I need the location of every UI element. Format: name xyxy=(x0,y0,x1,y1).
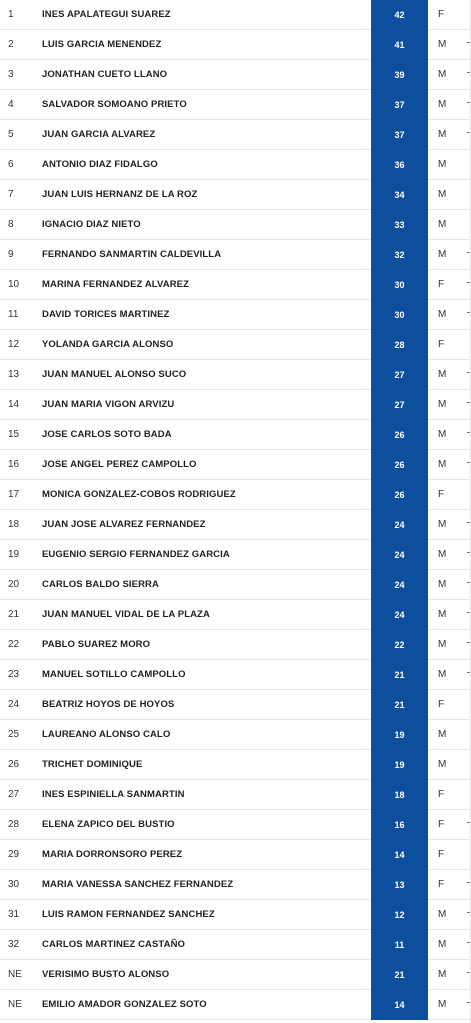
player-name: FERNANDO SANMARTIN CALDEVILLA xyxy=(42,249,222,260)
table-row[interactable] xyxy=(0,300,471,330)
rank-position: 22 xyxy=(8,639,20,650)
points-cell: 21 xyxy=(371,960,428,990)
rank-position: 9 xyxy=(8,249,14,260)
sex-label: M xyxy=(438,219,447,230)
player-name: LUIS GARCIA MENENDEZ xyxy=(42,39,162,50)
points-cell: 37 xyxy=(371,90,428,120)
sex-label: M xyxy=(438,909,447,920)
rank-position: 10 xyxy=(8,279,20,290)
table-row[interactable] xyxy=(0,810,471,840)
points-cell: 26 xyxy=(371,480,428,510)
player-name: MONICA GONZALEZ-COBOS RODRIGUEZ xyxy=(42,489,236,500)
player-name: IGNACIO DIAZ NIETO xyxy=(42,219,141,230)
player-name: JOSE CARLOS SOTO BADA xyxy=(42,429,172,440)
player-name: SALVADOR SOMOANO PRIETO xyxy=(42,99,187,110)
points-cell: 41 xyxy=(371,30,428,60)
points-cell: 34 xyxy=(371,180,428,210)
points-cell: 36 xyxy=(371,150,428,180)
points-cell: 27 xyxy=(371,390,428,420)
rank-position: 25 xyxy=(8,729,20,740)
table-row[interactable] xyxy=(0,60,471,90)
sex-label: F xyxy=(438,339,445,350)
rank-position: 32 xyxy=(8,939,20,950)
table-row[interactable] xyxy=(0,150,471,180)
sex-label: F xyxy=(438,489,445,500)
table-row[interactable] xyxy=(0,0,471,30)
player-name: LUIS RAMON FERNANDEZ SANCHEZ xyxy=(42,909,215,920)
points-cell: 19 xyxy=(371,750,428,780)
table-row[interactable] xyxy=(0,330,471,360)
rank-position: 28 xyxy=(8,819,20,830)
player-name: CARLOS MARTINEZ CASTAÑO xyxy=(42,939,186,950)
points-cell: 21 xyxy=(371,690,428,720)
rank-position: 24 xyxy=(8,699,20,710)
points-cell: 22 xyxy=(371,630,428,660)
table-row[interactable] xyxy=(0,570,471,600)
player-name: INES ESPINIELLA SANMARTIN xyxy=(42,789,185,800)
table-row[interactable] xyxy=(0,870,471,900)
points-cell: 26 xyxy=(371,420,428,450)
player-name: JUAN JOSE ALVAREZ FERNANDEZ xyxy=(42,519,206,530)
sex-label: F xyxy=(438,279,445,290)
table-row[interactable] xyxy=(0,780,471,810)
sex-label: M xyxy=(438,579,447,590)
rank-position: 27 xyxy=(8,789,20,800)
player-name: JOSE ANGEL PEREZ CAMPOLLO xyxy=(42,459,197,470)
points-cell: 39 xyxy=(371,60,428,90)
rank-position: 15 xyxy=(8,429,20,440)
player-name: JUAN MARIA VIGON ARVIZU xyxy=(42,399,175,410)
sex-label: M xyxy=(438,669,447,680)
rank-position: 1 xyxy=(8,9,14,20)
sex-label: M xyxy=(438,99,447,110)
player-name: LAUREANO ALONSO CALO xyxy=(42,729,171,740)
sex-label: M xyxy=(438,969,447,980)
rank-position: 8 xyxy=(8,219,14,230)
table-row[interactable] xyxy=(0,450,471,480)
table-row[interactable] xyxy=(0,390,471,420)
rank-position: 13 xyxy=(8,369,20,380)
player-name: INES APALATEGUI SUAREZ xyxy=(42,9,171,20)
sex-label: M xyxy=(438,549,447,560)
sex-label: M xyxy=(438,39,447,50)
points-cell: 19 xyxy=(371,720,428,750)
table-row[interactable] xyxy=(0,180,471,210)
rank-position: 16 xyxy=(8,459,20,470)
rank-position: 21 xyxy=(8,609,20,620)
points-cell: 24 xyxy=(371,510,428,540)
rank-position: 6 xyxy=(8,159,14,170)
player-name: MARINA FERNANDEZ ALVAREZ xyxy=(42,279,190,290)
sex-label: F xyxy=(438,789,445,800)
rank-position: 20 xyxy=(8,579,20,590)
table-row[interactable] xyxy=(0,90,471,120)
sex-label: M xyxy=(438,639,447,650)
player-name: JUAN LUIS HERNANZ DE LA ROZ xyxy=(42,189,198,200)
points-cell: 24 xyxy=(371,570,428,600)
player-name: ELENA ZAPICO DEL BUSTIO xyxy=(42,819,175,830)
table-row[interactable] xyxy=(0,660,471,690)
points-cell: 32 xyxy=(371,240,428,270)
rank-position: 4 xyxy=(8,99,14,110)
player-name: MARIA VANESSA SANCHEZ FERNANDEZ xyxy=(42,879,234,890)
sex-label: F xyxy=(438,9,445,20)
table-row[interactable] xyxy=(0,270,471,300)
player-name: MANUEL SOTILLO CAMPOLLO xyxy=(42,669,186,680)
points-cell: 16 xyxy=(371,810,428,840)
table-row[interactable] xyxy=(0,600,471,630)
player-name: BEATRIZ HOYOS DE HOYOS xyxy=(42,699,175,710)
table-row[interactable] xyxy=(0,960,471,990)
points-cell: 14 xyxy=(371,990,428,1020)
player-name: VERISIMO BUSTO ALONSO xyxy=(42,969,170,980)
points-cell: 24 xyxy=(371,600,428,630)
rank-position: 7 xyxy=(8,189,14,200)
rank-position: 18 xyxy=(8,519,20,530)
points-cell: 13 xyxy=(371,870,428,900)
points-cell: 30 xyxy=(371,270,428,300)
points-cell: 33 xyxy=(371,210,428,240)
player-name: MARIA DORRONSORO PEREZ xyxy=(42,849,183,860)
rank-position: 12 xyxy=(8,339,20,350)
player-name: JUAN GARCIA ALVAREZ xyxy=(42,129,156,140)
table-row[interactable] xyxy=(0,720,471,750)
sex-label: M xyxy=(438,309,447,320)
rank-position: 26 xyxy=(8,759,20,770)
rank-position: NE xyxy=(8,969,22,980)
points-cell: 30 xyxy=(371,300,428,330)
sex-label: M xyxy=(438,609,447,620)
player-name: DAVID TORICES MARTINEZ xyxy=(42,309,170,320)
table-row[interactable] xyxy=(0,540,471,570)
rank-position: 19 xyxy=(8,549,20,560)
sex-label: M xyxy=(438,519,447,530)
sex-label: M xyxy=(438,129,447,140)
sex-label: M xyxy=(438,939,447,950)
player-name: EUGENIO SERGIO FERNANDEZ GARCIA xyxy=(42,549,230,560)
table-row[interactable] xyxy=(0,480,471,510)
rank-position: 5 xyxy=(8,129,14,140)
sex-label: M xyxy=(438,399,447,410)
sex-label: M xyxy=(438,459,447,470)
rank-position: 11 xyxy=(8,309,19,320)
rank-position: 31 xyxy=(8,909,20,920)
rank-position: 14 xyxy=(8,399,20,410)
rank-position: 17 xyxy=(8,489,20,500)
player-name: JUAN MANUEL ALONSO SUCO xyxy=(42,369,187,380)
sex-label: M xyxy=(438,759,447,770)
table-row[interactable] xyxy=(0,840,471,870)
rank-position: 30 xyxy=(8,879,20,890)
points-cell: 28 xyxy=(371,330,428,360)
player-name: EMILIO AMADOR GONZALEZ SOTO xyxy=(42,999,207,1010)
points-cell: 26 xyxy=(371,450,428,480)
rank-position: 2 xyxy=(8,39,14,50)
table-row[interactable] xyxy=(0,210,471,240)
sex-label: M xyxy=(438,999,447,1010)
player-name: JONATHAN CUETO LLANO xyxy=(42,69,168,80)
sex-label: M xyxy=(438,189,447,200)
table-row[interactable] xyxy=(0,360,471,390)
table-row[interactable] xyxy=(0,900,471,930)
table-row[interactable] xyxy=(0,240,471,270)
sex-label: F xyxy=(438,699,445,710)
table-row[interactable] xyxy=(0,990,471,1020)
sex-label: M xyxy=(438,729,447,740)
points-cell: 11 xyxy=(371,930,428,960)
sex-label: F xyxy=(438,849,445,860)
rank-position: 3 xyxy=(8,69,14,80)
points-cell: 42 xyxy=(371,0,428,30)
sex-label: M xyxy=(438,249,447,260)
player-name: PABLO SUAREZ MORO xyxy=(42,639,151,650)
table-row[interactable] xyxy=(0,120,471,150)
table-row[interactable] xyxy=(0,930,471,960)
player-name: ANTONIO DIAZ FIDALGO xyxy=(42,159,158,170)
points-cell: 21 xyxy=(371,660,428,690)
points-cell: 24 xyxy=(371,540,428,570)
table-row[interactable] xyxy=(0,690,471,720)
sex-label: M xyxy=(438,69,447,80)
points-cell: 14 xyxy=(371,840,428,870)
rank-position: 23 xyxy=(8,669,20,680)
table-row[interactable] xyxy=(0,750,471,780)
points-cell: 12 xyxy=(371,900,428,930)
player-name: JUAN MANUEL VIDAL DE LA PLAZA xyxy=(42,609,210,620)
player-name: YOLANDA GARCIA ALONSO xyxy=(42,339,174,350)
rank-position: NE xyxy=(8,999,22,1010)
rank-position: 29 xyxy=(8,849,20,860)
points-cell: 18 xyxy=(371,780,428,810)
sex-label: F xyxy=(438,819,445,830)
player-name: CARLOS BALDO SIERRA xyxy=(42,579,159,590)
table-row[interactable] xyxy=(0,420,471,450)
points-cell: 27 xyxy=(371,360,428,390)
player-name: TRICHET DOMINIQUE xyxy=(42,759,143,770)
points-cell: 37 xyxy=(371,120,428,150)
table-row[interactable] xyxy=(0,630,471,660)
sex-label: M xyxy=(438,159,447,170)
table-row[interactable] xyxy=(0,510,471,540)
table-row[interactable] xyxy=(0,30,471,60)
sex-label: F xyxy=(438,879,445,890)
sex-label: M xyxy=(438,429,447,440)
sex-label: M xyxy=(438,369,447,380)
